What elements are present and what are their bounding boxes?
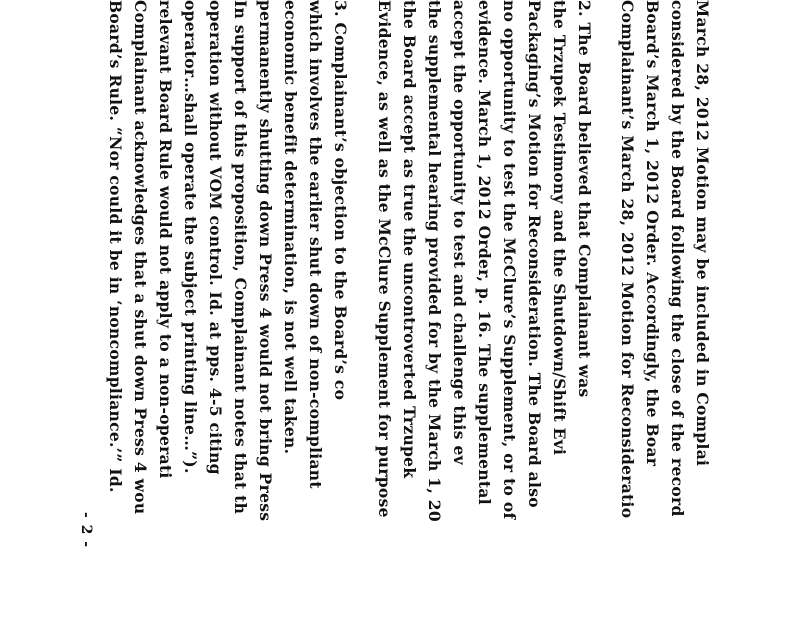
text-line: Board’s March 1, 2012 Order. Accordingly, the Boar (643, 0, 662, 467)
text-line: March 28, 2012 Motion may be included in Complai (693, 0, 712, 467)
page-number: - 2 - (78, 512, 94, 549)
text-line: Complainant acknowledges that a shut down Press 4 wou (131, 0, 150, 515)
text-line: the supplemental hearing provided for by the March 1, 20 (425, 0, 444, 522)
text-line: which involves the earlier shut down of non-compliant (306, 0, 325, 489)
text-line: 2. The Board believed that Complainant was (575, 0, 594, 398)
text-line: evidence. March 1, 2012 Order, p. 16. The supplemental (475, 0, 494, 505)
text-line: In support of this proposition, Complainant notes that th (231, 0, 250, 515)
text-line: no opportunity to test the McClure’s Supplement, or to of (500, 0, 519, 520)
text-line: operation without VOM control. Id. at pps. 4-5 citing (206, 0, 225, 475)
rotated-text-block (78, 0, 712, 618)
text-line: permanently shutting down Press 4 would not bring Press (256, 0, 275, 522)
text-line: relevant Board Rule would not apply to a non-operati (156, 0, 175, 479)
text-line: Evidence, as well as the McClure Supplement for purpose (375, 0, 394, 518)
text-line: accept the opportunity to test and challenge this ev (450, 0, 469, 465)
text-line: the Board accept as true the uncontroverted Trzupek (400, 0, 419, 479)
text-line: operator…shall operate the subject printing line…”). (181, 0, 200, 474)
text-line: considered by the Board following the close of the record (668, 0, 687, 517)
text-line: the Trzupek Testimony and the Shutdown/Shift Evi (550, 0, 569, 456)
text-line: economic benefit determination, is not well taken. (281, 0, 300, 455)
text-line: Packaging’s Motion for Reconsideration. The Board also (525, 0, 544, 508)
text-line: Complainant’s March 28, 2012 Motion for Reconsideratio (618, 0, 637, 519)
text-line: 3. Complainant’s objection to the Board’s co (331, 0, 350, 401)
text-line: Board’s Rule. “Nor could it be in ‘noncompliance.’” Id. (106, 0, 125, 493)
